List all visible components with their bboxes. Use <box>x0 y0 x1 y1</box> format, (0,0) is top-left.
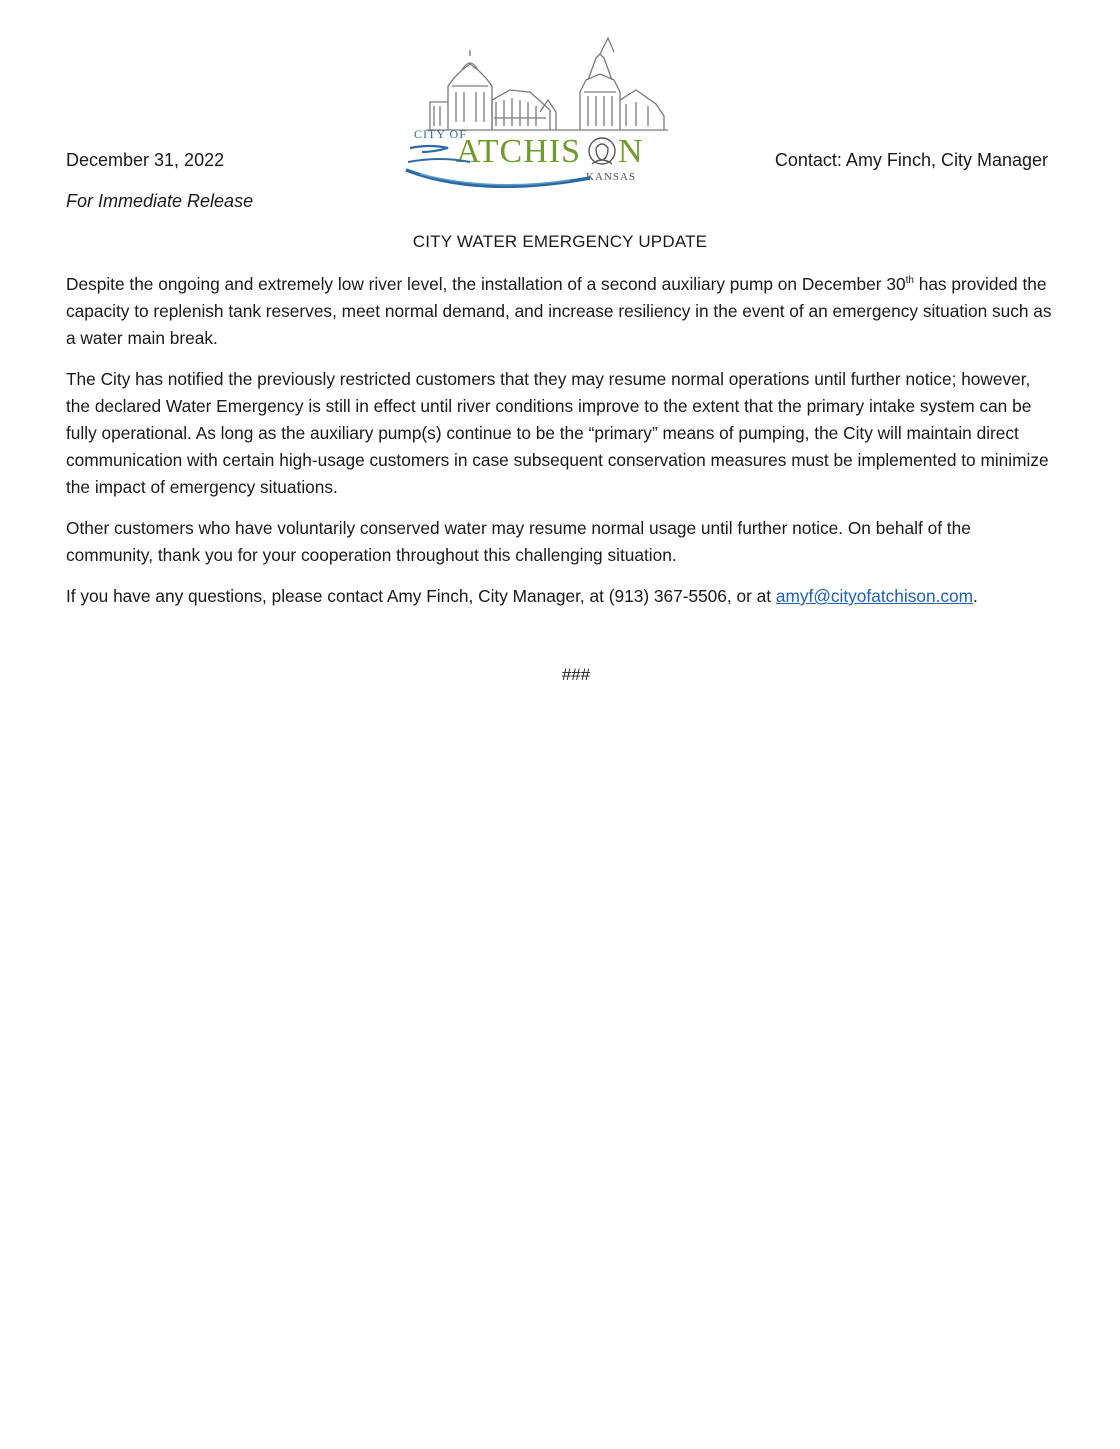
release-body <box>66 271 1056 624</box>
logo-kansas-text: KANSAS <box>586 171 637 183</box>
page-title: CITY WATER EMERGENCY UPDATE <box>412 232 708 251</box>
end-mark: ### <box>561 665 591 684</box>
city-of-atchison-logo <box>400 30 670 190</box>
release-date: December 31, 2022 <box>66 150 225 170</box>
paragraph-4-text-b: . <box>973 586 978 606</box>
logo-atchison-text: ATCHIS <box>456 133 582 170</box>
paragraph-1-text-a: Despite the ongoing and extremely low river level, the installation of a second auxiliary pump on December 30 <box>66 274 906 294</box>
ordinal-suffix: th <box>905 275 914 286</box>
email-link[interactable]: amyf@cityofatchison.com <box>775 586 974 606</box>
logo-atchison-end-text: N <box>618 133 643 170</box>
paragraph-1 <box>66 271 1056 352</box>
paragraph-3: Other customers who have voluntarily conserved water may resume normal usage until further notice. On behalf of the community, thank you for your cooperation throughout this challenging situation. <box>66 518 971 565</box>
logo-city-of-text: CITY OF <box>414 127 467 141</box>
paragraph-1-text-b: has provided the capacity to replenish tank reserves, meet normal demand, and increase resiliency in the event of an emergency situation such as a water main break. <box>66 274 1052 348</box>
contact-line: Contact: Amy Finch, City Manager <box>774 150 1048 170</box>
paragraph-4 <box>66 583 1056 610</box>
release-label: For Immediate Release <box>66 191 254 211</box>
paragraph-4-text-a: If you have any questions, please contact Amy Finch, City Manager, at (913) 367-5506, or at <box>66 586 776 606</box>
courthouse-line-art <box>426 38 668 130</box>
paragraph-2: The City has notified the previously restricted customers that they may resume normal operations until further notice; however, the declared Water Emergency is still in effect until river conditions improve to the extent that the primary intake system can be fully operational. As long as the auxiliary pump(s) continue to be the “primary” means of pumping, the City will maintain direct communication with certain high-usage customers in case subsequent conservation measures must be implemented to minimize the impact of emergency situations. <box>66 369 1049 497</box>
portrait-o-icon <box>589 138 615 164</box>
